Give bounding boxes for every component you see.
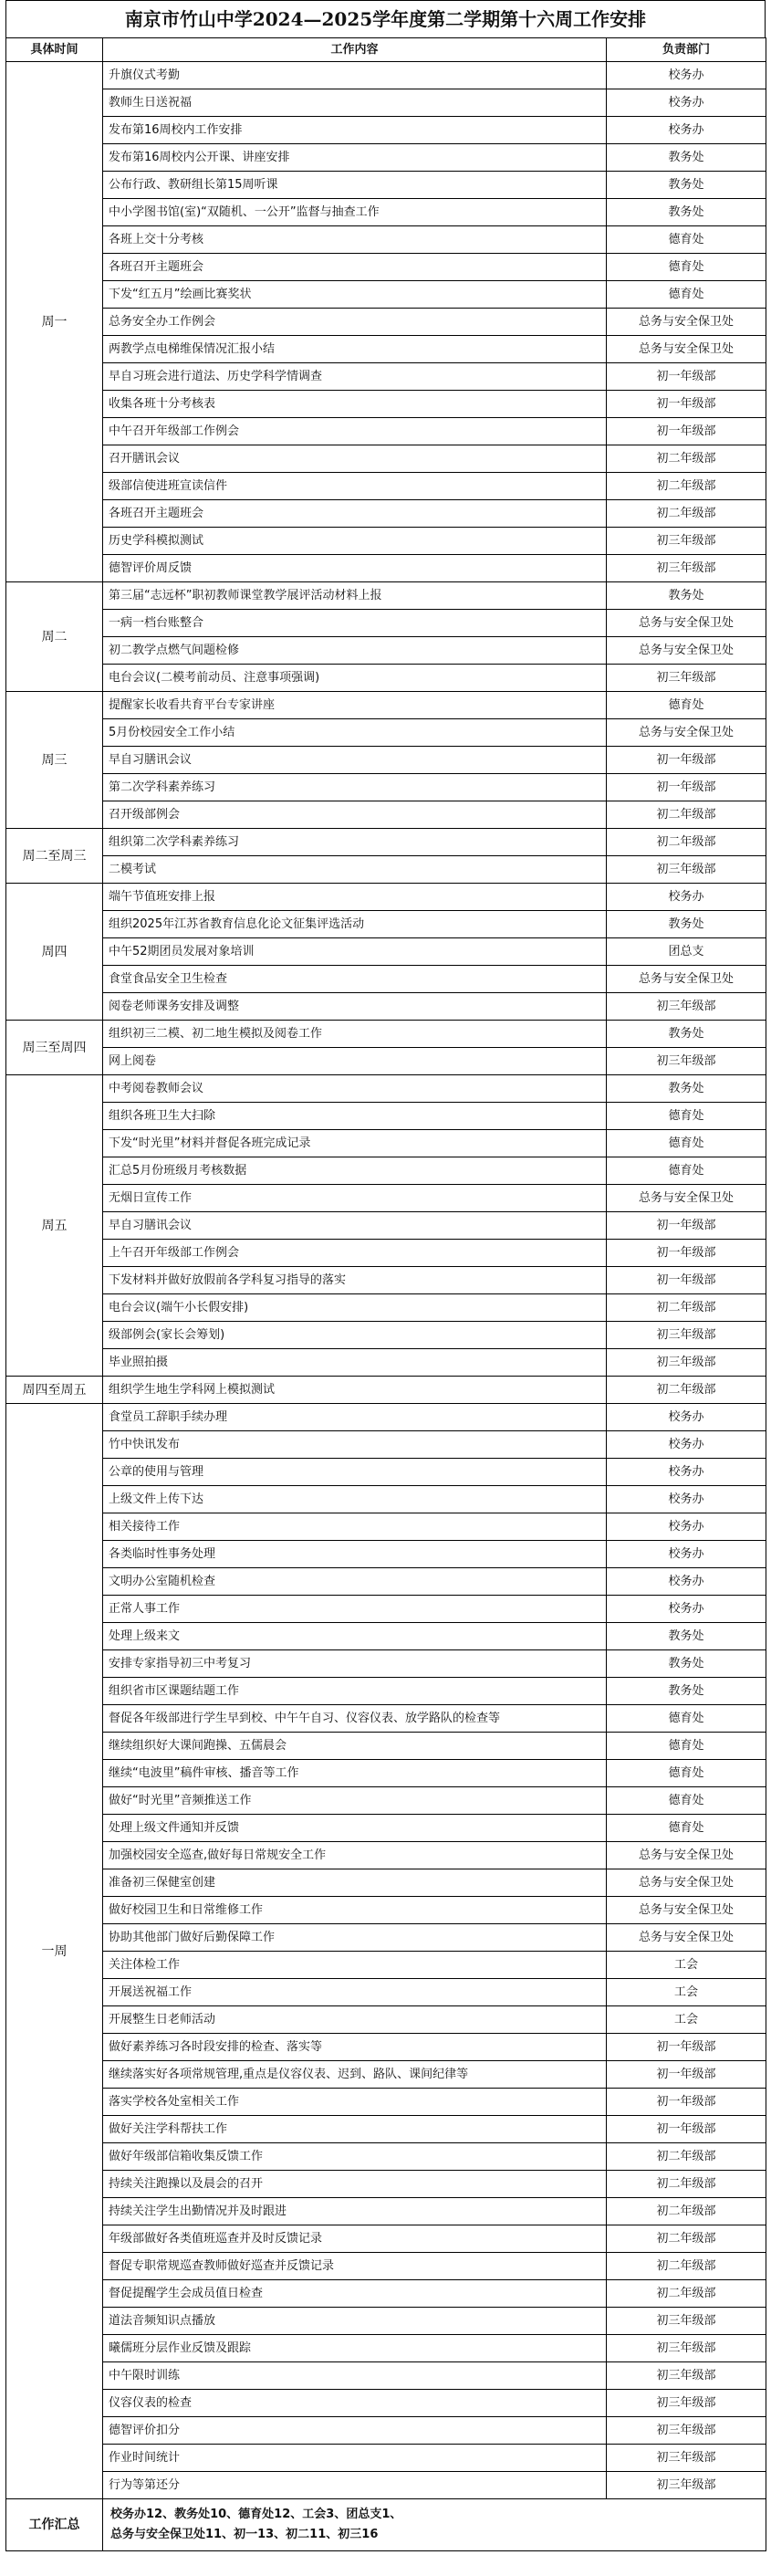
table-row: [6, 1404, 766, 1431]
table-row: [6, 473, 766, 500]
table-row: [6, 1924, 766, 1952]
table-row: [6, 719, 766, 747]
task-content-cell: 发布第16周校内工作安排: [103, 117, 607, 144]
department-cell: 教务处: [607, 911, 766, 938]
task-content-cell: 一病一档台账整合: [103, 610, 607, 637]
table-row: [6, 281, 766, 309]
department-cell: 德育处: [607, 254, 766, 281]
table-row: [6, 1541, 766, 1568]
day-cell: 周二: [6, 582, 103, 692]
task-content-cell: 安排专家指导初三中考复习: [103, 1650, 607, 1678]
task-content-cell: 收集各班十分考核表: [103, 391, 607, 418]
table-row: [6, 637, 766, 665]
task-content-cell: 中午限时训练: [103, 2362, 607, 2390]
task-content-cell: 组织初三二模、初二地生模拟及阅卷工作: [103, 1021, 607, 1048]
task-content-cell: 处理上级文件通知并反馈: [103, 1815, 607, 1842]
table-row: [6, 418, 766, 445]
table-row: [6, 528, 766, 555]
task-content-cell: 协助其他部门做好后勤保障工作: [103, 1924, 607, 1952]
table-row: [6, 1952, 766, 1979]
department-cell: 教务处: [607, 1021, 766, 1048]
department-cell: 初二年级部: [607, 801, 766, 829]
table-row: [6, 391, 766, 418]
task-content-cell: 中考阅卷教师会议: [103, 1075, 607, 1103]
table-row: [6, 1157, 766, 1185]
task-content-cell: 召开膳讯会议: [103, 445, 607, 473]
task-content-cell: 德智评价扣分: [103, 2417, 607, 2445]
task-content-cell: 做好素养练习各时段安排的检查、落实等: [103, 2034, 607, 2061]
department-cell: 初二年级部: [607, 2225, 766, 2253]
table-row: [6, 1103, 766, 1130]
task-content-cell: 组织第二次学科素养练习: [103, 829, 607, 856]
task-content-cell: 早自习班会进行道法、历史学科学情调查: [103, 363, 607, 391]
table-row: [6, 2417, 766, 2445]
department-cell: 初二年级部: [607, 473, 766, 500]
department-cell: 德育处: [607, 692, 766, 719]
department-cell: 初一年级部: [607, 391, 766, 418]
table-row: [6, 309, 766, 336]
department-cell: 初一年级部: [607, 1212, 766, 1240]
day-cell: 周二至周三: [6, 829, 103, 884]
department-cell: 总务与安全保卫处: [607, 309, 766, 336]
table-row: [6, 62, 766, 89]
department-cell: 工会: [607, 1952, 766, 1979]
department-cell: 校务办: [607, 1459, 766, 1486]
task-content-cell: 升旗仪式考勤: [103, 62, 607, 89]
task-content-cell: 年级部做好各类值班巡查并及时反馈记录: [103, 2225, 607, 2253]
task-content-cell: 作业时间统计: [103, 2445, 607, 2472]
department-cell: 德育处: [607, 226, 766, 254]
department-cell: 初三年级部: [607, 528, 766, 555]
summary-line-1: 校务办12、教务处10、德育处12、工会3、团总支1、: [110, 2508, 402, 2521]
department-cell: 德育处: [607, 281, 766, 309]
summary-line-2: 总务与安全保卫处11、初一13、初二11、初三16: [110, 2528, 379, 2541]
department-cell: 初二年级部: [607, 2280, 766, 2308]
table-row: [6, 911, 766, 938]
day-cell: 周一: [6, 62, 103, 582]
task-content-cell: 历史学科模拟测试: [103, 528, 607, 555]
department-cell: 初一年级部: [607, 418, 766, 445]
table-row: [6, 1322, 766, 1349]
department-cell: 教务处: [607, 1623, 766, 1650]
table-row: [6, 1459, 766, 1486]
task-content-cell: 持续关注跑操以及晨会的召开: [103, 2171, 607, 2198]
task-content-cell: 早自习膳讯会议: [103, 1212, 607, 1240]
table-row: [6, 610, 766, 637]
department-cell: 德育处: [607, 1787, 766, 1815]
table-row: [6, 993, 766, 1021]
day-cell: 一周: [6, 1404, 103, 2499]
department-cell: 初三年级部: [607, 2445, 766, 2472]
schedule-page: [5, 0, 766, 2551]
task-content-cell: 上级文件上传下达: [103, 1486, 607, 1513]
summary-text: [103, 2499, 766, 2551]
task-content-cell: 组织省市区课题结题工作: [103, 1678, 607, 1705]
task-content-cell: 落实学校各处室相关工作: [103, 2089, 607, 2116]
department-cell: 初一年级部: [607, 2116, 766, 2143]
department-cell: 教务处: [607, 1678, 766, 1705]
table-row: [6, 2061, 766, 2089]
table-row: [6, 2445, 766, 2472]
day-cell: 周四: [6, 884, 103, 1021]
task-content-cell: 各班召开主题班会: [103, 500, 607, 528]
department-cell: 总务与安全保卫处: [607, 1185, 766, 1212]
table-row: [6, 500, 766, 528]
task-content-cell: 做好关注学科帮扶工作: [103, 2116, 607, 2143]
task-content-cell: 处理上级来文: [103, 1623, 607, 1650]
table-row: [6, 1623, 766, 1650]
day-cell: 周三: [6, 692, 103, 829]
task-content-cell: 提醒家长收看共育平台专家讲座: [103, 692, 607, 719]
task-content-cell: 食堂员工辞职手续办理: [103, 1404, 607, 1431]
task-content-cell: 公章的使用与管理: [103, 1459, 607, 1486]
task-content-cell: 加强校园安全巡查,做好每日常规安全工作: [103, 1842, 607, 1869]
task-content-cell: 级部例会(家长会筹划): [103, 1322, 607, 1349]
table-row: [6, 2362, 766, 2390]
task-content-cell: 继续“电波里”稿件审核、播音等工作: [103, 1760, 607, 1787]
task-content-cell: 下发材料并做好放假前各学科复习指导的落实: [103, 1267, 607, 1294]
department-cell: 初二年级部: [607, 1377, 766, 1404]
table-row: [6, 1294, 766, 1322]
task-content-cell: 持续关注学生出勤情况并及时跟进: [103, 2198, 607, 2225]
table-row: [6, 2171, 766, 2198]
task-content-cell: 两教学点电梯维保情况汇报小结: [103, 336, 607, 363]
department-cell: 初三年级部: [607, 665, 766, 692]
task-content-cell: 下发“时光里”材料并督促各班完成记录: [103, 1130, 607, 1157]
task-content-cell: 关注体检工作: [103, 1952, 607, 1979]
table-row: [6, 1212, 766, 1240]
department-cell: 初三年级部: [607, 2417, 766, 2445]
department-cell: 初三年级部: [607, 1349, 766, 1377]
table-row: [6, 226, 766, 254]
task-content-cell: 中小学图书馆(室)“双随机、一公开”监督与抽查工作: [103, 199, 607, 226]
department-cell: 教务处: [607, 199, 766, 226]
task-content-cell: 做好年级部信箱收集反馈工作: [103, 2143, 607, 2171]
department-cell: 初一年级部: [607, 2089, 766, 2116]
task-content-cell: 网上阅卷: [103, 1048, 607, 1075]
schedule-body: [6, 62, 766, 2499]
department-cell: 初一年级部: [607, 2061, 766, 2089]
table-row: [6, 1705, 766, 1733]
task-content-cell: 第三届“志远杯”职初教师课堂教学展评活动材料上报: [103, 582, 607, 610]
table-row: [6, 1349, 766, 1377]
table-row: [6, 2472, 766, 2499]
day-cell: 周四至周五: [6, 1377, 103, 1404]
department-cell: 初一年级部: [607, 774, 766, 801]
task-content-cell: 督促专职常规巡查教师做好巡查并反馈记录: [103, 2253, 607, 2280]
table-row: [6, 1760, 766, 1787]
department-cell: 德育处: [607, 1815, 766, 1842]
table-row: [6, 1815, 766, 1842]
task-content-cell: 德智评价周反馈: [103, 555, 607, 582]
task-content-cell: 竹中快讯发布: [103, 1431, 607, 1459]
table-row: [6, 1733, 766, 1760]
department-cell: 校务办: [607, 1431, 766, 1459]
table-row: [6, 2143, 766, 2171]
task-content-cell: 行为等第还分: [103, 2472, 607, 2499]
department-cell: 初一年级部: [607, 2034, 766, 2061]
task-content-cell: 督促各年级部进行学生早到校、中午午自习、仪容仪表、放学路队的检查等: [103, 1705, 607, 1733]
department-cell: 初一年级部: [607, 1267, 766, 1294]
table-row: [6, 1486, 766, 1513]
table-row: [6, 1568, 766, 1596]
task-content-cell: 公布行政、教研组长第15周听课: [103, 172, 607, 199]
table-row: [6, 363, 766, 391]
task-content-cell: 初二教学点燃气间题检修: [103, 637, 607, 665]
department-cell: 初二年级部: [607, 500, 766, 528]
table-row: [6, 2034, 766, 2061]
department-cell: 教务处: [607, 1075, 766, 1103]
department-cell: 校务办: [607, 1568, 766, 1596]
department-cell: 初三年级部: [607, 555, 766, 582]
department-cell: 初三年级部: [607, 2390, 766, 2417]
task-content-cell: 中午召开年级部工作例会: [103, 418, 607, 445]
header-time: 具体时间: [6, 38, 103, 62]
table-row: [6, 172, 766, 199]
table-header-row: [6, 38, 766, 62]
table-row: [6, 1842, 766, 1869]
department-cell: 校务办: [607, 1513, 766, 1541]
task-content-cell: 下发“红五月”绘画比赛奖状: [103, 281, 607, 309]
summary-label: 工作汇总: [6, 2499, 103, 2551]
task-content-cell: 电台会议(端午小长假安排): [103, 1294, 607, 1322]
department-cell: 总务与安全保卫处: [607, 610, 766, 637]
task-content-cell: 阅卷老师课务安排及调整: [103, 993, 607, 1021]
task-content-cell: 正常人事工作: [103, 1596, 607, 1623]
department-cell: 初一年级部: [607, 747, 766, 774]
department-cell: 德育处: [607, 1103, 766, 1130]
table-row: [6, 1130, 766, 1157]
task-content-cell: 准备初三保健室创建: [103, 1869, 607, 1897]
task-content-cell: 做好校园卫生和日常维修工作: [103, 1897, 607, 1924]
day-cell: 周五: [6, 1075, 103, 1377]
table-row: [6, 2198, 766, 2225]
task-content-cell: 上午召开年级部工作例会: [103, 1240, 607, 1267]
table-row: [6, 692, 766, 719]
department-cell: 总务与安全保卫处: [607, 1897, 766, 1924]
table-row: [6, 144, 766, 172]
department-cell: 初三年级部: [607, 2472, 766, 2499]
department-cell: 初二年级部: [607, 445, 766, 473]
department-cell: 总务与安全保卫处: [607, 336, 766, 363]
task-content-cell: 文明办公室随机检查: [103, 1568, 607, 1596]
task-content-cell: 级部信使进班宣读信件: [103, 473, 607, 500]
task-content-cell: 组织2025年江苏省教育信息化论文征集评选活动: [103, 911, 607, 938]
department-cell: 初二年级部: [607, 2143, 766, 2171]
department-cell: 教务处: [607, 144, 766, 172]
table-row: [6, 1021, 766, 1048]
table-row: [6, 2006, 766, 2034]
table-row: [6, 2280, 766, 2308]
table-row: [6, 1431, 766, 1459]
task-content-cell: 做好“时光里”音频推送工作: [103, 1787, 607, 1815]
department-cell: 总务与安全保卫处: [607, 637, 766, 665]
task-content-cell: 早自习膳讯会议: [103, 747, 607, 774]
table-row: [6, 1048, 766, 1075]
department-cell: 初三年级部: [607, 1048, 766, 1075]
task-content-cell: 各班上交十分考核: [103, 226, 607, 254]
table-row: [6, 829, 766, 856]
table-row: [6, 884, 766, 911]
department-cell: 德育处: [607, 1157, 766, 1185]
department-cell: 校务办: [607, 884, 766, 911]
task-content-cell: 曦儒班分层作业反馈及跟踪: [103, 2335, 607, 2362]
task-content-cell: 发布第16周校内公开课、讲座安排: [103, 144, 607, 172]
table-row: [6, 856, 766, 884]
task-content-cell: 召开级部例会: [103, 801, 607, 829]
task-content-cell: 第二次学科素养练习: [103, 774, 607, 801]
table-row: [6, 1240, 766, 1267]
department-cell: 团总支: [607, 938, 766, 966]
department-cell: 总务与安全保卫处: [607, 1842, 766, 1869]
department-cell: 初二年级部: [607, 829, 766, 856]
department-cell: 初二年级部: [607, 2253, 766, 2280]
department-cell: 总务与安全保卫处: [607, 1869, 766, 1897]
department-cell: 校务办: [607, 1404, 766, 1431]
department-cell: 校务办: [607, 117, 766, 144]
table-row: [6, 2116, 766, 2143]
task-content-cell: 无烟日宣传工作: [103, 1185, 607, 1212]
schedule-table: [5, 37, 766, 2551]
department-cell: 初三年级部: [607, 2335, 766, 2362]
department-cell: 德育处: [607, 1705, 766, 1733]
department-cell: 校务办: [607, 62, 766, 89]
table-row: [6, 665, 766, 692]
department-cell: 初三年级部: [607, 993, 766, 1021]
task-content-cell: 毕业照拍摄: [103, 1349, 607, 1377]
department-cell: 总务与安全保卫处: [607, 966, 766, 993]
page-title: 南京市竹山中学2024—2025学年度第二学期第十六周工作安排: [5, 0, 766, 37]
department-cell: 工会: [607, 2006, 766, 2034]
table-row: [6, 1650, 766, 1678]
table-row: [6, 1678, 766, 1705]
task-content-cell: 督促提醒学生会成员值日检查: [103, 2280, 607, 2308]
task-content-cell: 道法音频知识点播放: [103, 2308, 607, 2335]
department-cell: 初一年级部: [607, 363, 766, 391]
table-row: [6, 774, 766, 801]
table-row: [6, 1513, 766, 1541]
table-row: [6, 1596, 766, 1623]
department-cell: 校务办: [607, 1596, 766, 1623]
department-cell: 德育处: [607, 1760, 766, 1787]
task-content-cell: 继续落实好各项常规管理,重点是仪容仪表、迟到、路队、课间纪律等: [103, 2061, 607, 2089]
table-row: [6, 1979, 766, 2006]
department-cell: 德育处: [607, 1130, 766, 1157]
task-content-cell: 各班召开主题班会: [103, 254, 607, 281]
table-row: [6, 1185, 766, 1212]
table-row: [6, 1377, 766, 1404]
day-cell: 周三至周四: [6, 1021, 103, 1075]
table-row: [6, 2335, 766, 2362]
task-content-cell: 开展整生日老师活动: [103, 2006, 607, 2034]
department-cell: 教务处: [607, 582, 766, 610]
department-cell: 初二年级部: [607, 2198, 766, 2225]
table-row: [6, 2225, 766, 2253]
department-cell: 校务办: [607, 1486, 766, 1513]
table-row: [6, 1787, 766, 1815]
table-row: [6, 1869, 766, 1897]
department-cell: 初三年级部: [607, 2362, 766, 2390]
table-row: [6, 2308, 766, 2335]
department-cell: 教务处: [607, 172, 766, 199]
table-row: [6, 445, 766, 473]
table-row: [6, 1267, 766, 1294]
department-cell: 总务与安全保卫处: [607, 719, 766, 747]
task-content-cell: 电台会议(二模考前动员、注意事项强调): [103, 665, 607, 692]
table-row: [6, 1075, 766, 1103]
department-cell: 初二年级部: [607, 2171, 766, 2198]
task-content-cell: 教师生日送祝福: [103, 89, 607, 117]
task-content-cell: 组织各班卫生大扫除: [103, 1103, 607, 1130]
table-row: [6, 89, 766, 117]
department-cell: 总务与安全保卫处: [607, 1924, 766, 1952]
task-content-cell: 组织学生地生学科网上模拟测试: [103, 1377, 607, 1404]
table-row: [6, 199, 766, 226]
task-content-cell: 二模考试: [103, 856, 607, 884]
task-content-cell: 继续组织好大课间跑操、五儒晨会: [103, 1733, 607, 1760]
task-content-cell: 各类临时性事务处理: [103, 1541, 607, 1568]
department-cell: 初三年级部: [607, 856, 766, 884]
department-cell: 初一年级部: [607, 1240, 766, 1267]
department-cell: 初三年级部: [607, 1322, 766, 1349]
task-content-cell: 食堂食品安全卫生检查: [103, 966, 607, 993]
department-cell: 校务办: [607, 1541, 766, 1568]
table-row: [6, 582, 766, 610]
table-row: [6, 2253, 766, 2280]
table-row: [6, 254, 766, 281]
table-row: [6, 117, 766, 144]
header-dept: 负责部门: [607, 38, 766, 62]
task-content-cell: 相关接待工作: [103, 1513, 607, 1541]
task-content-cell: 汇总5月份班级月考核数据: [103, 1157, 607, 1185]
task-content-cell: 5月份校园安全工作小结: [103, 719, 607, 747]
department-cell: 初三年级部: [607, 2308, 766, 2335]
task-content-cell: 端午节值班安排上报: [103, 884, 607, 911]
department-cell: 工会: [607, 1979, 766, 2006]
task-content-cell: 总务安全办工作例会: [103, 309, 607, 336]
task-content-cell: 仪容仪表的检查: [103, 2390, 607, 2417]
table-row: [6, 938, 766, 966]
table-row: [6, 2089, 766, 2116]
department-cell: 德育处: [607, 1733, 766, 1760]
department-cell: 校务办: [607, 89, 766, 117]
department-cell: 初二年级部: [607, 1294, 766, 1322]
table-row: [6, 747, 766, 774]
summary-row: [6, 2499, 766, 2551]
department-cell: 教务处: [607, 1650, 766, 1678]
table-row: [6, 336, 766, 363]
table-row: [6, 555, 766, 582]
table-row: [6, 801, 766, 829]
table-row: [6, 2390, 766, 2417]
header-content: 工作内容: [103, 38, 607, 62]
task-content-cell: 开展送祝福工作: [103, 1979, 607, 2006]
task-content-cell: 中午52期团员发展对象培训: [103, 938, 607, 966]
table-row: [6, 966, 766, 993]
table-row: [6, 1897, 766, 1924]
